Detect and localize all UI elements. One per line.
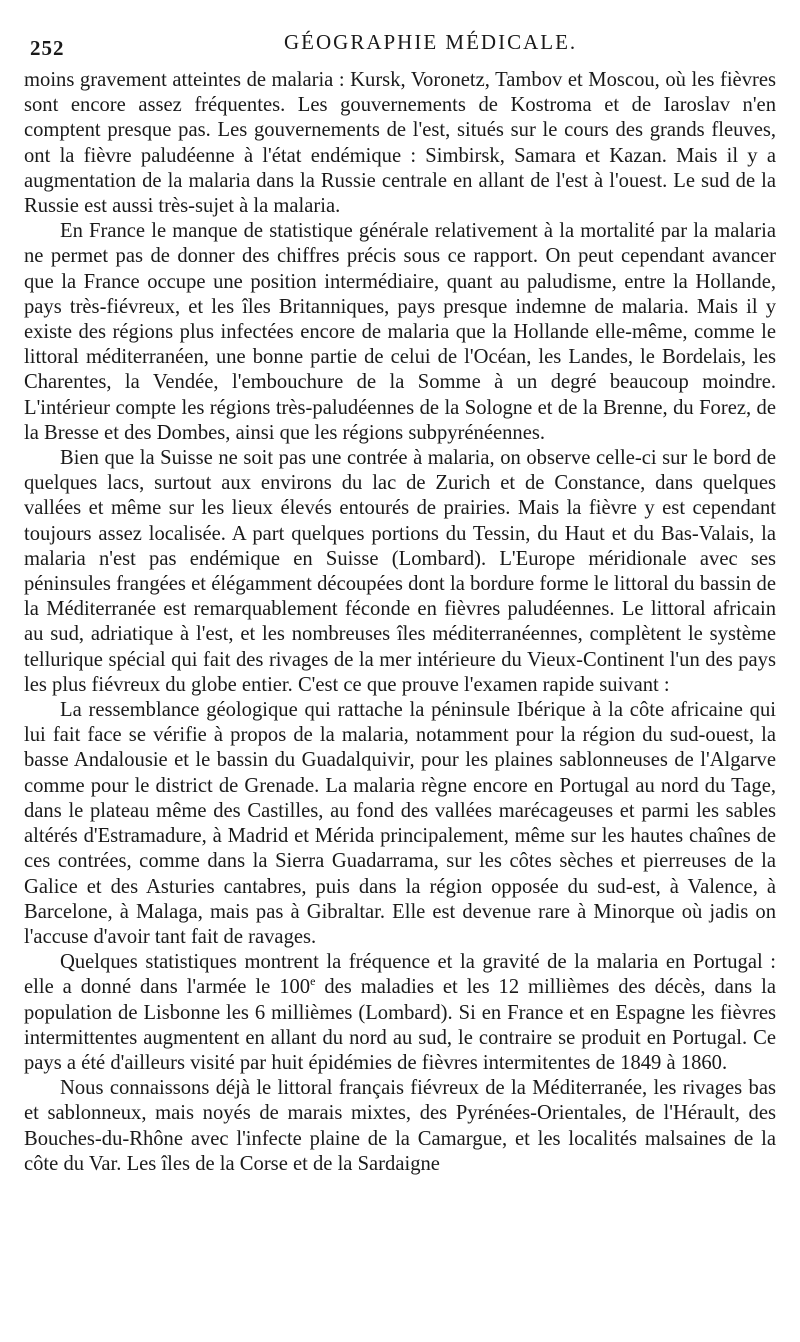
document-page xyxy=(24,28,776,1177)
page-number: 252 xyxy=(30,36,65,60)
paragraph-portugal-text-a: Quelques statistiques montrent la fréquence et la gravité de la malaria en Portugal : elle a donné dans l'armée le 100 xyxy=(24,951,776,999)
running-title: GÉOGRAPHIE MÉDICALE. xyxy=(284,30,578,54)
paragraph-portugal-text-b: des maladies et les 12 millièmes des décès, dans la population de Lisbonne les 6 millièmes (Lombard). Si en France et en Espagne les fièvres intermittentes augmentent en allant du nord au sud, le contraire se produit en Portugal. Ce pays a été d'ailleurs visité par huit épidémies de fièvres intermitentes de 1849 à 1860. xyxy=(24,976,776,1074)
paragraph-france: En France le manque de statistique générale relativement à la mortalité par la malaria ne permet pas de donner des chiffres précis sous ce rapport. On peut cependant avancer que la France occupe une position intermédiaire, quant au paludisme, entre la Hollande, pays très-fiévreux, et les îles Britanniques, pays presque indemne de malaria. Mais il y existe des régions plus infectées encore de malaria que la Hollande elle-même, comme le littoral méditerranéen, une bonne partie de celui de l'Océan, les Landes, le Bordelais, les Charentes, la Vendée, l'embouchure de la Somme à un degré beaucoup moindre. L'intérieur compte les régions très-paludéennes de la Sologne et de la Brenne, du Forez, de la Bresse et des Dombes, ainsi que les régions subpyrénéennes. xyxy=(24,220,776,444)
body-text xyxy=(24,68,776,1177)
paragraph-portugal-statistics xyxy=(24,950,776,1076)
page-header xyxy=(24,28,776,62)
paragraph-switzerland: Bien que la Suisse ne soit pas une contrée à malaria, on observe celle-ci sur le bord de quelques lacs, surtout aux environs du lac de Zurich et de Constance, dans quelques vallées et même sur les lieux élevés entourés de prairies. Mais la fièvre y est cependant toujours assez localisée. A part quelques portions du Tessin, du Haut et du Bas-Valais, la malaria n'est pas endémique en Suisse (Lombard). L'Europe méridionale avec ses péninsules frangées et élégamment découpées dont la bordure forme le littoral du bassin de la Méditerranée est remarquablement féconde en fièvres paludéennes. Le littoral africain au sud, adriatique à l'est, et les nombreuses îles méditerranéennes, complètent le système tellurique spécial qui fait des rivages de la mer intérieure du Vieux-Continent l'un des pays les plus fiévreux du globe entier. C'est ce que prouve l'examen rapide suivant : xyxy=(24,447,776,696)
superscript-e: e xyxy=(310,974,316,989)
paragraph-mediterranean: Nous connaissons déjà le littoral français fiévreux de la Méditerranée, les rivages bas et sablonneux, mais noyés de marais mixtes, des Pyrénées-Orientales, de l'Hérault, des Bouches-du-Rhône avec l'infecte plaine de la Camargue, et les localités malsaines de la côte du Var. Les îles de la Corse et de la Sardaigne xyxy=(24,1077,776,1175)
paragraph-iberia: La ressemblance géologique qui rattache la péninsule Ibérique à la côte africaine qui lui fait face se vérifie à propos de la malaria, notamment pour la région du sud-ouest, la basse Andalousie et le bassin du Guadalquivir, pour les plaines sablonneuses de l'Algarve comme pour le district de Grenade. La malaria règne encore en Portugal au nord du Tage, dans le plateau même des Castilles, au fond des vallées marécageuses et parmi les sables altérés d'Estramadure, à Madrid et Mérida principalement, même sur les hautes chaînes de ces contrées, comme dans la Sierra Guadarrama, sur les côtes sèches et pierreuses de la Galice et des Asturies cantabres, puis dans la région opposée du sud-est, à Valence, à Barcelone, à Malaga, mais pas à Gibraltar. Elle est devenue rare à Minorque où jadis on l'accuse d'avoir tant fait de ravages. xyxy=(24,699,776,948)
paragraph-russia: moins gravement atteintes de malaria : Kursk, Voronetz, Tambov et Moscou, où les fièvres sont encore assez fréquentes. Les gouvernements de Kostroma et de Iaroslav n'en comptent presque pas. Les gouvernements de l'est, situés sur le cours des grands fleuves, ont la fièvre paludéenne à l'état endémique : Simbirsk, Samara et Kazan. Mais il y a augmentation de la malaria dans la Russie centrale en allant de l'est à l'ouest. Le sud de la Russie est aussi très-sujet à la malaria. xyxy=(24,69,776,218)
